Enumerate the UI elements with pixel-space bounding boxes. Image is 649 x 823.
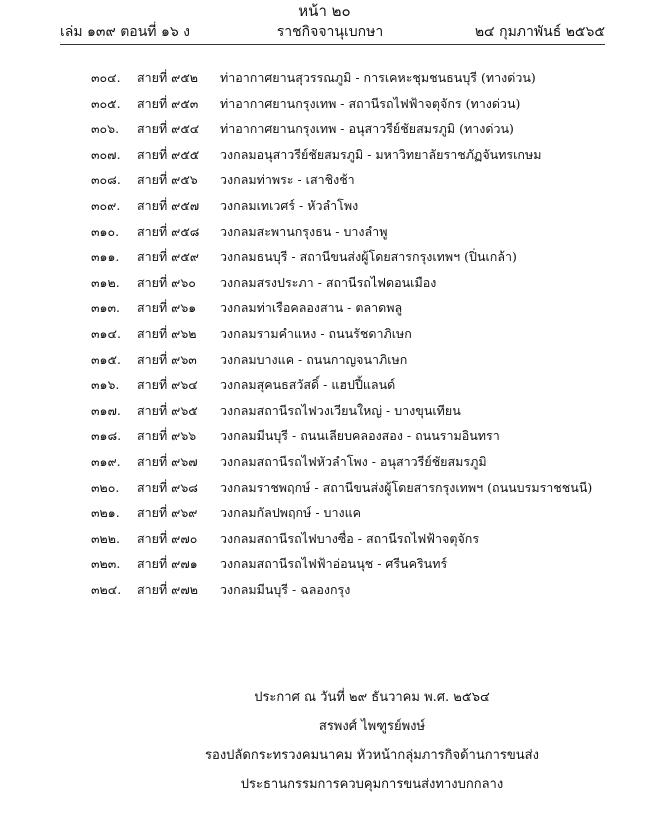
route-number: ๓๒๓. — [91, 556, 121, 572]
signature-block — [0, 683, 649, 799]
signatory-name: สรพงศ์ ไพฑูรย์พงษ์ — [318, 719, 426, 734]
route-item — [0, 398, 649, 424]
route-description: วงกลมเทเวศร์ - หัวลำโพง — [220, 197, 359, 213]
announcement-date: ประกาศ ณ วันที่ ๒๙ ธันวาคม พ.ศ. ๒๕๖๔ — [254, 690, 490, 705]
route-code: สายที่ ๙๗๒ — [137, 581, 198, 597]
route-code: สายที่ ๙๖๓ — [137, 351, 197, 367]
route-item — [0, 526, 649, 552]
route-number: ๓๒๔. — [91, 581, 122, 597]
route-description: วงกลมสถานีรถไฟวงเวียนใหญ่ - บางขุนเทียน — [220, 402, 461, 418]
route-code: สายที่ ๙๕๕ — [137, 146, 200, 162]
route-description: วงกลมสถานีรถไฟฟ้าอ่อนนุช - ศรีนครินทร์ — [220, 556, 448, 572]
route-item — [0, 372, 649, 398]
route-number: ๓๐๖. — [91, 121, 120, 137]
route-description: วงกลมมีนบุรี - ถนนเลียบคลองสอง - ถนนรามอินทรา — [220, 428, 500, 444]
route-description: วงกลมอนุสาวรีย์ชัยสมรภูมิ - มหาวิทยาลัยราชภัฏจันทรเกษม — [220, 146, 542, 162]
route-code: สายที่ ๙๕๔ — [137, 121, 200, 137]
route-description: วงกลมท่าเรือคลองสาน - ตลาดพลู — [220, 300, 403, 316]
route-code: สายที่ ๙๕๖ — [137, 172, 198, 188]
route-number: ๓๑๔. — [91, 325, 121, 341]
route-list — [0, 65, 649, 602]
route-code: สายที่ ๙๗๐ — [137, 530, 198, 546]
route-description: วงกลมสถานีรถไฟบางซื่อ - สถานีรถไฟฟ้าจตุจักร — [220, 530, 480, 546]
route-item — [0, 500, 649, 526]
route-number: ๓๐๔. — [91, 70, 121, 85]
route-description: วงกลมบางแค - ถนนกาญจนาภิเษก — [220, 351, 408, 367]
route-description: วงกลมสุคนธสวัสดิ์ - แฮปปี้แลนด์ — [220, 377, 396, 393]
route-number: ๓๐๙. — [91, 197, 121, 213]
route-code: สายที่ ๙๖๑ — [137, 300, 197, 316]
header-divider — [60, 44, 605, 45]
route-description: ท่าอากาศยานสุวรรณภูมิ - การเคหะชุมชนธนบุรี (ทางด่วน) — [220, 70, 536, 85]
route-item — [0, 577, 649, 603]
signatory-chair-title: ประธานกรรมการควบคุมการขนส่งทางบกกลาง — [240, 777, 504, 792]
route-item — [0, 423, 649, 449]
route-item — [0, 347, 649, 373]
route-code: สายที่ ๙๖๙ — [137, 505, 198, 521]
page-number: หน้า ๒๐ — [298, 2, 351, 20]
route-item — [0, 219, 649, 245]
publication-date: ๒๔ กุมภาพันธ์ ๒๕๖๕ — [474, 24, 605, 40]
route-number: ๓๐๗. — [91, 146, 121, 162]
route-code: สายที่ ๙๕๓ — [137, 95, 199, 111]
route-number: ๓๐๘. — [91, 172, 121, 188]
route-description: ท่าอากาศยานกรุงเทพ - อนุสาวรีย์ชัยสมรภูมิ (ทางด่วน) — [220, 121, 514, 137]
route-code: สายที่ ๙๕๙ — [137, 249, 199, 265]
route-description: วงกลมราชพฤกษ์ - สถานีขนส่งผู้โดยสารกรุงเทพฯ (ถนนบรมราชชนนี) — [220, 479, 593, 495]
route-item — [0, 551, 649, 577]
route-item — [0, 116, 649, 142]
route-description: วงกลมกัลปพฤกษ์ - บางแค — [220, 505, 362, 521]
route-item — [0, 244, 649, 270]
route-item — [0, 449, 649, 475]
route-description: วงกลมสรงประภา - สถานีรถไฟดอนเมือง — [220, 274, 437, 290]
volume-issue: เล่ม ๑๓๙ ตอนที่ ๑๖ ง — [60, 24, 191, 40]
gazette-header — [60, 22, 605, 42]
route-item — [0, 65, 649, 91]
route-description: วงกลมท่าพระ - เสาชิงช้า — [220, 172, 355, 188]
gazette-title: ราชกิจจานุเบกษา — [276, 24, 384, 40]
route-number: ๓๑๓. — [91, 300, 120, 316]
route-item — [0, 193, 649, 219]
route-code: สายที่ ๙๖๗ — [137, 453, 198, 469]
route-item — [0, 167, 649, 193]
route-description: วงกลมสะพานกรุงธน - บางลำพู — [220, 223, 388, 239]
route-code: สายที่ ๙๖๖ — [137, 428, 197, 444]
route-code: สายที่ ๙๖๘ — [137, 479, 198, 495]
signatory-title: รองปลัดกระทรวงคมนาคม หัวหน้ากลุ่มภารกิจด้านการขนส่ง — [205, 748, 539, 763]
route-code: สายที่ ๙๖๐ — [137, 274, 196, 290]
route-number: ๓๑๑. — [91, 249, 120, 265]
route-item — [0, 475, 649, 501]
route-description: วงกลมรามคำแหง - ถนนรัชดาภิเษก — [220, 325, 412, 341]
route-number: ๓๒๐. — [91, 479, 120, 495]
route-number: ๓๑๗. — [91, 402, 121, 418]
route-description: วงกลมมีนบุรี - ฉลองกรุง — [220, 581, 351, 597]
route-description: วงกลมสถานีรถไฟหัวลำโพง - อนุสาวรีย์ชัยสมรภูมิ — [220, 453, 487, 469]
route-number: ๓๑๒. — [91, 274, 120, 290]
route-description: ท่าอากาศยานกรุงเทพ - สถานีรถไฟฟ้าจตุจักร (ทางด่วน) — [220, 95, 521, 111]
route-item — [0, 142, 649, 168]
route-code: สายที่ ๙๕๗ — [137, 197, 200, 213]
route-number: ๓๑๘. — [91, 428, 122, 444]
route-number: ๓๐๕. — [91, 95, 121, 111]
route-number: ๓๑๙. — [91, 453, 121, 469]
route-item — [0, 270, 649, 296]
route-number: ๓๒๒. — [91, 530, 120, 546]
route-code: สายที่ ๙๖๒ — [137, 325, 197, 341]
route-code: สายที่ ๙๕๒ — [137, 70, 199, 85]
route-number: ๓๑๖. — [91, 377, 120, 393]
route-code: สายที่ ๙๖๕ — [137, 402, 198, 418]
route-code: สายที่ ๙๖๔ — [137, 377, 198, 393]
route-item — [0, 91, 649, 117]
route-code: สายที่ ๙๗๑ — [137, 556, 198, 572]
route-number: ๓๑๕. — [91, 351, 121, 367]
route-item — [0, 321, 649, 347]
route-item — [0, 295, 649, 321]
route-number: ๓๑๐. — [91, 223, 120, 239]
route-code: สายที่ ๙๕๘ — [137, 223, 200, 239]
route-number: ๓๒๑. — [91, 505, 120, 521]
route-description: วงกลมธนบุรี - สถานีขนส่งผู้โดยสารกรุงเทพฯ (ปิ่นเกล้า) — [220, 249, 517, 265]
